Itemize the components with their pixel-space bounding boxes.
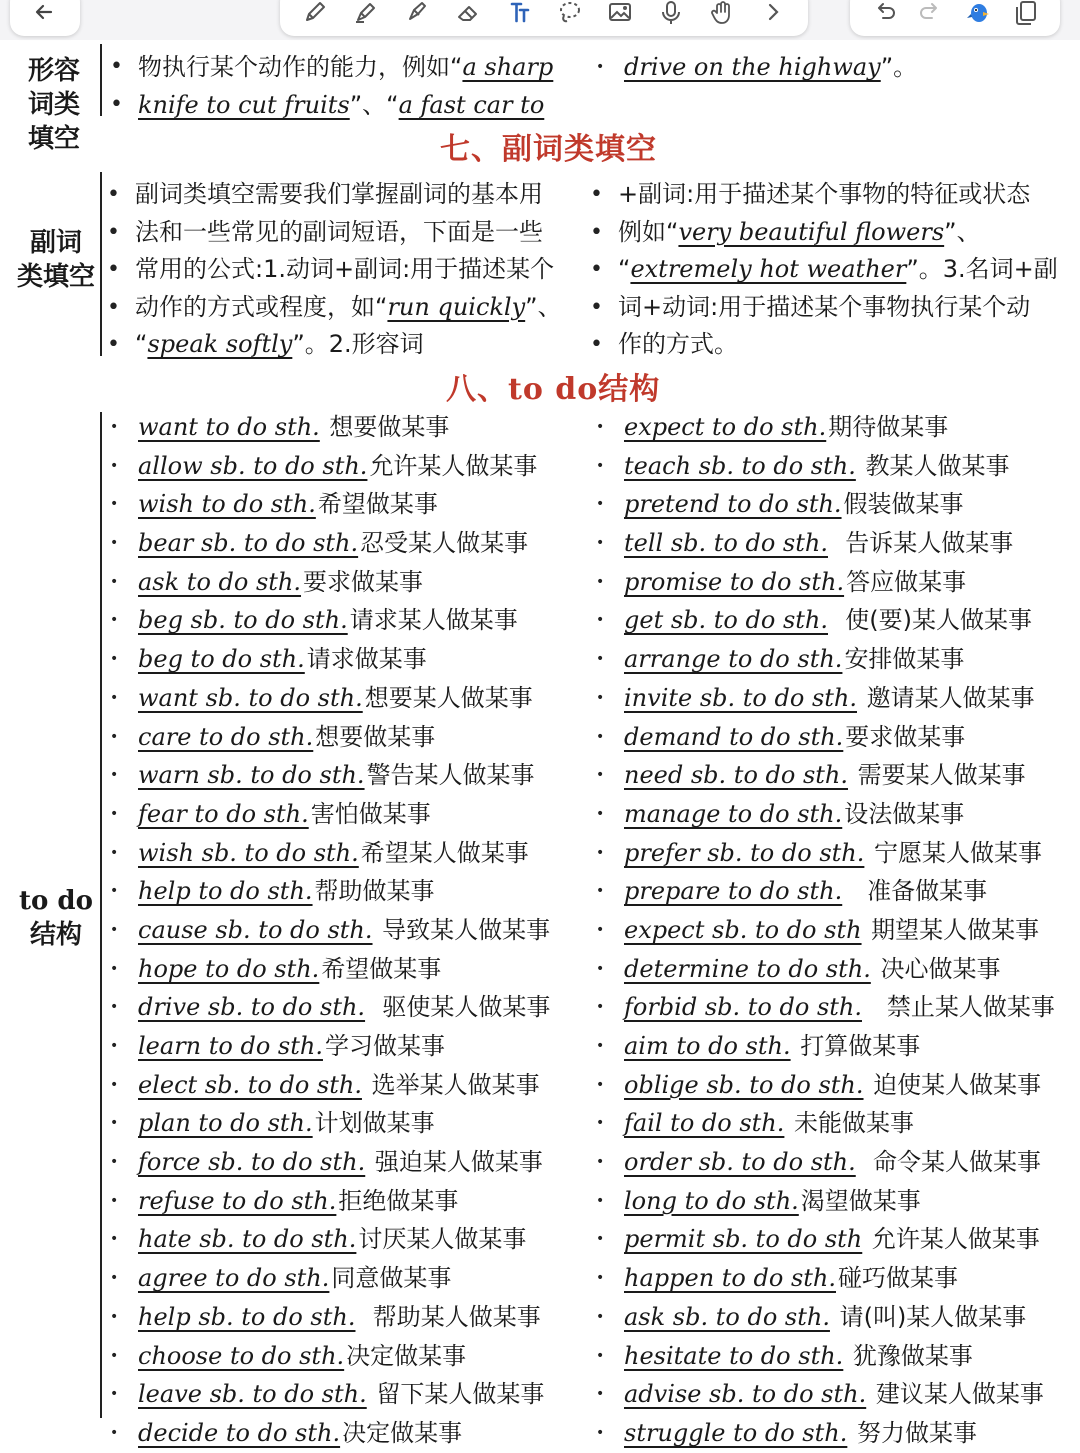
- phrase-item: [624, 447, 1055, 486]
- phrase-meaning: 警告某人做某事: [366, 761, 535, 790]
- text-line: [135, 326, 562, 364]
- phrase-item: [624, 408, 1055, 447]
- phrase-english: force sb. to do sth.: [138, 1148, 366, 1177]
- phrase-item: [624, 1220, 1055, 1259]
- text-line: [618, 176, 1058, 214]
- phrase-meaning: 帮助某人做某事: [357, 1302, 541, 1331]
- phrase-english: allow sb. to do sth.: [138, 451, 368, 480]
- phrase-english: promise to do sth.: [624, 567, 845, 596]
- side-label-line: 类填空: [16, 262, 95, 292]
- english-example: drive on the highway: [624, 53, 881, 81]
- phrase-english: want to do sth.: [138, 413, 320, 441]
- phrase-meaning: 需要某人做某事: [850, 761, 1026, 790]
- phrase-meaning: 决定做某事: [346, 1341, 467, 1370]
- phrase-english: learn to do sth.: [138, 1032, 323, 1060]
- phrase-meaning: 宁愿某人做某事: [866, 838, 1043, 867]
- phrase-english: invite sb. to do sth.: [624, 683, 857, 712]
- english-example: a sharp: [462, 53, 554, 81]
- phrase-meaning: 强迫某人做某事: [367, 1148, 543, 1177]
- side-label-line: 结构: [29, 920, 82, 950]
- text-line: [618, 326, 1058, 364]
- phrase-meaning: 期待做某事: [828, 413, 949, 441]
- phrase-english: oblige sb. to do sth.: [624, 1070, 864, 1099]
- phrase-item: [624, 756, 1055, 795]
- phrase-item: [624, 872, 1055, 911]
- text-line: [135, 214, 562, 252]
- chinese-text: 动作的方式或程度，如“: [135, 292, 388, 321]
- chinese-text: “: [618, 255, 631, 283]
- phrase-meaning: 打算做某事: [792, 1032, 921, 1060]
- phrase-item: [624, 601, 1055, 640]
- phrase-item: [138, 640, 550, 679]
- phrase-meaning: 选举某人做某事: [363, 1070, 540, 1099]
- phrase-english: need sb. to do sth.: [624, 761, 849, 790]
- phrase-meaning: 允许某人做某事: [369, 451, 538, 480]
- side-label-line: to do: [19, 886, 93, 916]
- chinese-text: 例如“: [618, 217, 679, 246]
- phrase-english: get sb. to do sth.: [624, 606, 828, 635]
- phrase-english: refuse to do sth.: [138, 1186, 337, 1215]
- phrase-english: permit sb. to do sth: [624, 1225, 863, 1254]
- phrase-meaning: 导致某人做某事: [374, 915, 551, 944]
- phrase-english: wish to do sth.: [138, 490, 316, 519]
- chinese-text: 词+动词:用于描述某个事物执行某个动: [618, 292, 1031, 321]
- phrase-item: [138, 1027, 550, 1066]
- phrase-item: [138, 911, 550, 950]
- phrase-meaning: 希望做某事: [321, 954, 442, 983]
- phrase-english: determine to do sth.: [624, 954, 871, 983]
- phrase-english: happen to do sth.: [624, 1264, 836, 1293]
- english-example: knife to cut fruits: [138, 91, 350, 119]
- phrase-meaning: 努力做某事: [849, 1418, 977, 1447]
- chinese-text: 常用的公式:1.动词+副词:用于描述某个: [135, 255, 555, 283]
- phrase-english: advise sb. to do sth.: [624, 1380, 867, 1409]
- section8-heading: 八、to do结构: [446, 372, 661, 407]
- phrase-item: [138, 524, 550, 563]
- phrase-item: [138, 1259, 550, 1298]
- phrase-meaning: 请求做某事: [306, 645, 427, 674]
- phrase-english: choose to do sth.: [138, 1341, 345, 1370]
- phrase-english: prepare to do sth.: [624, 877, 843, 906]
- phrase-english: beg to do sth.: [138, 645, 305, 674]
- phrase-meaning: 建议某人做某事: [868, 1380, 1044, 1409]
- phrase-item: [624, 1027, 1055, 1066]
- phrase-english: help to do sth.: [138, 877, 313, 906]
- phrase-meaning: 讨厌某人做某事: [358, 1225, 527, 1254]
- phrase-item: [624, 911, 1055, 950]
- phrase-english: long to do sth.: [624, 1186, 799, 1215]
- text-line: [135, 176, 562, 214]
- side-label-line: 词类: [27, 90, 80, 120]
- english-example: run quickly: [387, 292, 526, 321]
- chinese-text: 副词类填空需要我们掌握副词的基本用: [135, 180, 543, 208]
- text-line: [624, 48, 917, 86]
- phrase-item: [138, 1182, 550, 1221]
- phrase-meaning: 告诉某人做某事: [829, 529, 1014, 558]
- phrase-meaning: 允许某人做某事: [864, 1225, 1040, 1254]
- english-example: extremely hot weather: [630, 255, 907, 283]
- phrase-english: prefer sb. to do sth.: [624, 838, 865, 867]
- phrase-meaning: 期望某人做某事: [863, 915, 1040, 944]
- phrase-item: [138, 1104, 550, 1143]
- chinese-text: ”。2.形容词: [292, 330, 424, 358]
- phrase-english: plan to do sth.: [138, 1109, 313, 1138]
- chinese-text: ”、: [944, 217, 981, 246]
- phrase-item: [138, 601, 550, 640]
- phrase-item: [624, 563, 1055, 602]
- phrase-item: [624, 1182, 1055, 1221]
- phrase-item: [624, 1143, 1055, 1182]
- phrase-english: bear sb. to do sth.: [138, 529, 359, 558]
- to-do-list-left: [138, 408, 550, 1453]
- phrase-meaning: 邀请某人做某事: [859, 683, 1035, 712]
- phrase-item: [624, 1375, 1055, 1414]
- phrase-meaning: 学习做某事: [324, 1032, 445, 1060]
- phrase-item: [624, 834, 1055, 873]
- phrase-meaning: 命令某人做某事: [857, 1148, 1042, 1177]
- phrase-meaning: 想要某人做某事: [364, 683, 533, 712]
- phrase-item: [624, 1259, 1055, 1298]
- section6-left-text: [138, 48, 553, 124]
- phrase-english: arrange to do sth.: [624, 645, 843, 674]
- chinese-text: “: [135, 330, 148, 358]
- phrase-english: hesitate to do sth.: [624, 1341, 844, 1370]
- phrase-meaning: 害怕做某事: [310, 799, 431, 828]
- phrase-item: [624, 795, 1055, 834]
- phrase-english: expect to do sth.: [624, 413, 827, 441]
- text-line: [138, 48, 553, 86]
- phrase-meaning: 禁止某人做某事: [863, 993, 1055, 1022]
- phrase-meaning: 假装做某事: [843, 490, 964, 519]
- phrase-item: [138, 447, 550, 486]
- phrase-english: elect sb. to do sth.: [138, 1070, 362, 1099]
- phrase-english: teach sb. to do sth.: [624, 451, 856, 480]
- phrase-english: fear to do sth.: [138, 799, 309, 828]
- phrase-item: [138, 563, 550, 602]
- phrase-item: [624, 640, 1055, 679]
- section8-divider: [100, 412, 102, 1418]
- section7-side-label: [14, 226, 98, 294]
- side-label-line: 形容: [27, 56, 80, 86]
- phrase-item: [624, 1104, 1055, 1143]
- section7-left-text: [135, 176, 562, 364]
- phrase-item: [138, 1414, 550, 1453]
- phrase-meaning: 希望做某事: [317, 490, 438, 519]
- text-line: [135, 289, 562, 327]
- phrase-item: [138, 834, 550, 873]
- chinese-text: 法和一些常见的副词短语，下面是一些: [135, 217, 543, 246]
- phrase-meaning: 请求某人做某事: [349, 606, 518, 635]
- phrase-item: [138, 872, 550, 911]
- chinese-text: +副词:用于描述某个事物的特征或状态: [618, 180, 1031, 208]
- side-label-line: 副词: [29, 228, 82, 258]
- phrase-meaning: 请(叫)某人做某事: [831, 1302, 1027, 1331]
- section7-right-text: [618, 176, 1058, 364]
- phrase-english: ask sb. to do sth.: [624, 1302, 830, 1331]
- phrase-english: demand to do sth.: [624, 722, 844, 751]
- phrase-meaning: 使(要)某人做某事: [830, 606, 1032, 635]
- phrase-meaning: 迫使某人做某事: [865, 1070, 1042, 1099]
- phrase-meaning: 留下某人做某事: [368, 1380, 545, 1409]
- phrase-meaning: 安排做某事: [844, 645, 965, 674]
- section6-right-text: [624, 48, 917, 86]
- phrase-item: [624, 988, 1055, 1027]
- phrase-meaning: 要求做某事: [303, 567, 424, 596]
- phrase-item: [138, 988, 550, 1027]
- phrase-meaning: 未能做某事: [786, 1109, 915, 1138]
- phrase-meaning: 准备做某事: [844, 877, 988, 906]
- phrase-meaning: 帮助做某事: [314, 877, 435, 906]
- section7-divider: [100, 172, 102, 356]
- chinese-text: 作的方式。: [618, 330, 738, 358]
- chinese-text: ”。: [880, 53, 918, 81]
- phrase-item: [138, 1143, 550, 1182]
- phrase-meaning: 决心做某事: [872, 954, 1001, 983]
- phrase-meaning: 要求做某事: [845, 722, 966, 751]
- phrase-meaning: 忍受某人做某事: [360, 529, 529, 558]
- phrase-item: [624, 679, 1055, 718]
- phrase-english: manage to do sth.: [624, 799, 843, 828]
- english-example: speak softly: [147, 330, 293, 358]
- english-example: a fast car to: [398, 91, 545, 119]
- phrase-english: wish sb. to do sth.: [138, 838, 359, 867]
- phrase-meaning: 拒绝做某事: [338, 1186, 459, 1215]
- section7-heading: 七、副词类填空: [440, 132, 657, 167]
- phrase-item: [138, 408, 550, 447]
- phrase-meaning: 答应做某事: [846, 567, 967, 596]
- phrase-english: care to do sth.: [138, 722, 314, 751]
- phrase-english: fail to do sth.: [624, 1109, 785, 1138]
- phrase-item: [138, 1066, 550, 1105]
- phrase-english: tell sb. to do sth.: [624, 529, 828, 558]
- phrase-english: cause sb. to do sth.: [138, 915, 373, 944]
- phrase-item: [138, 718, 550, 757]
- phrase-english: warn sb. to do sth.: [138, 761, 365, 790]
- phrase-item: [624, 1337, 1055, 1376]
- phrase-meaning: 想要做某事: [321, 413, 450, 441]
- text-line: [135, 251, 562, 289]
- phrase-meaning: 犹豫做某事: [845, 1341, 973, 1370]
- phrase-meaning: 决定做某事: [342, 1418, 463, 1447]
- chinese-text: ”、: [525, 292, 562, 321]
- phrase-meaning: 想要做某事: [315, 722, 436, 751]
- phrase-item: [138, 795, 550, 834]
- phrase-item: [624, 1066, 1055, 1105]
- phrase-item: [624, 1414, 1055, 1453]
- phrase-english: struggle to do sth.: [624, 1418, 848, 1447]
- phrase-english: forbid sb. to do sth.: [624, 993, 862, 1022]
- section6-divider: [100, 44, 102, 116]
- phrase-item: [624, 718, 1055, 757]
- phrase-meaning: 驱使某人做某事: [367, 993, 551, 1022]
- phrase-english: agree to do sth.: [138, 1264, 330, 1293]
- english-example: very beautiful flowers: [678, 217, 945, 246]
- phrase-item: [624, 950, 1055, 989]
- phrase-item: [138, 679, 550, 718]
- phrase-item: [624, 524, 1055, 563]
- phrase-meaning: 教某人做某事: [857, 451, 1010, 480]
- phrase-item: [138, 1220, 550, 1259]
- phrase-english: decide to do sth.: [138, 1418, 341, 1447]
- phrase-item: [138, 950, 550, 989]
- phrase-english: leave sb. to do sth.: [138, 1380, 367, 1409]
- text-line: [618, 289, 1058, 327]
- phrase-meaning: 计划做某事: [314, 1109, 435, 1138]
- phrase-english: ask to do sth.: [138, 567, 302, 596]
- phrase-item: [624, 485, 1055, 524]
- chinese-text: ”。3.名词+副: [906, 255, 1058, 283]
- phrase-item: [138, 1298, 550, 1337]
- side-label-line: 填空: [27, 124, 80, 154]
- phrase-english: pretend to do sth.: [624, 490, 842, 519]
- phrase-english: aim to do sth.: [624, 1032, 791, 1060]
- phrase-english: beg sb. to do sth.: [138, 606, 348, 635]
- phrase-item: [138, 1337, 550, 1376]
- phrase-meaning: 渴望做某事: [800, 1186, 921, 1215]
- section6-side-label: [18, 54, 90, 156]
- phrase-english: hope to do sth.: [138, 954, 320, 983]
- chinese-text: 物执行某个动作的能力，例如“: [138, 53, 463, 81]
- phrase-meaning: 碰巧做某事: [838, 1264, 958, 1293]
- text-line: [618, 251, 1058, 289]
- text-line: [138, 86, 553, 124]
- phrase-english: want sb. to do sth.: [138, 683, 363, 712]
- phrase-meaning: 设法做某事: [844, 799, 965, 828]
- section8-side-label: [16, 884, 96, 952]
- phrase-english: expect sb. to do sth: [624, 915, 862, 944]
- phrase-english: order sb. to do sth.: [624, 1148, 856, 1177]
- text-line: [618, 214, 1058, 252]
- phrase-meaning: 希望某人做某事: [360, 838, 529, 867]
- phrase-english: hate sb. to do sth.: [138, 1225, 357, 1254]
- phrase-english: drive sb. to do sth.: [138, 993, 366, 1022]
- phrase-english: help sb. to do sth.: [138, 1302, 356, 1331]
- to-do-list-right: [624, 408, 1055, 1453]
- phrase-item: [138, 756, 550, 795]
- chinese-text: ”、“: [349, 91, 399, 119]
- phrase-item: [138, 1375, 550, 1414]
- phrase-meaning: 同意做某事: [331, 1264, 452, 1293]
- phrase-item: [624, 1298, 1055, 1337]
- phrase-item: [138, 485, 550, 524]
